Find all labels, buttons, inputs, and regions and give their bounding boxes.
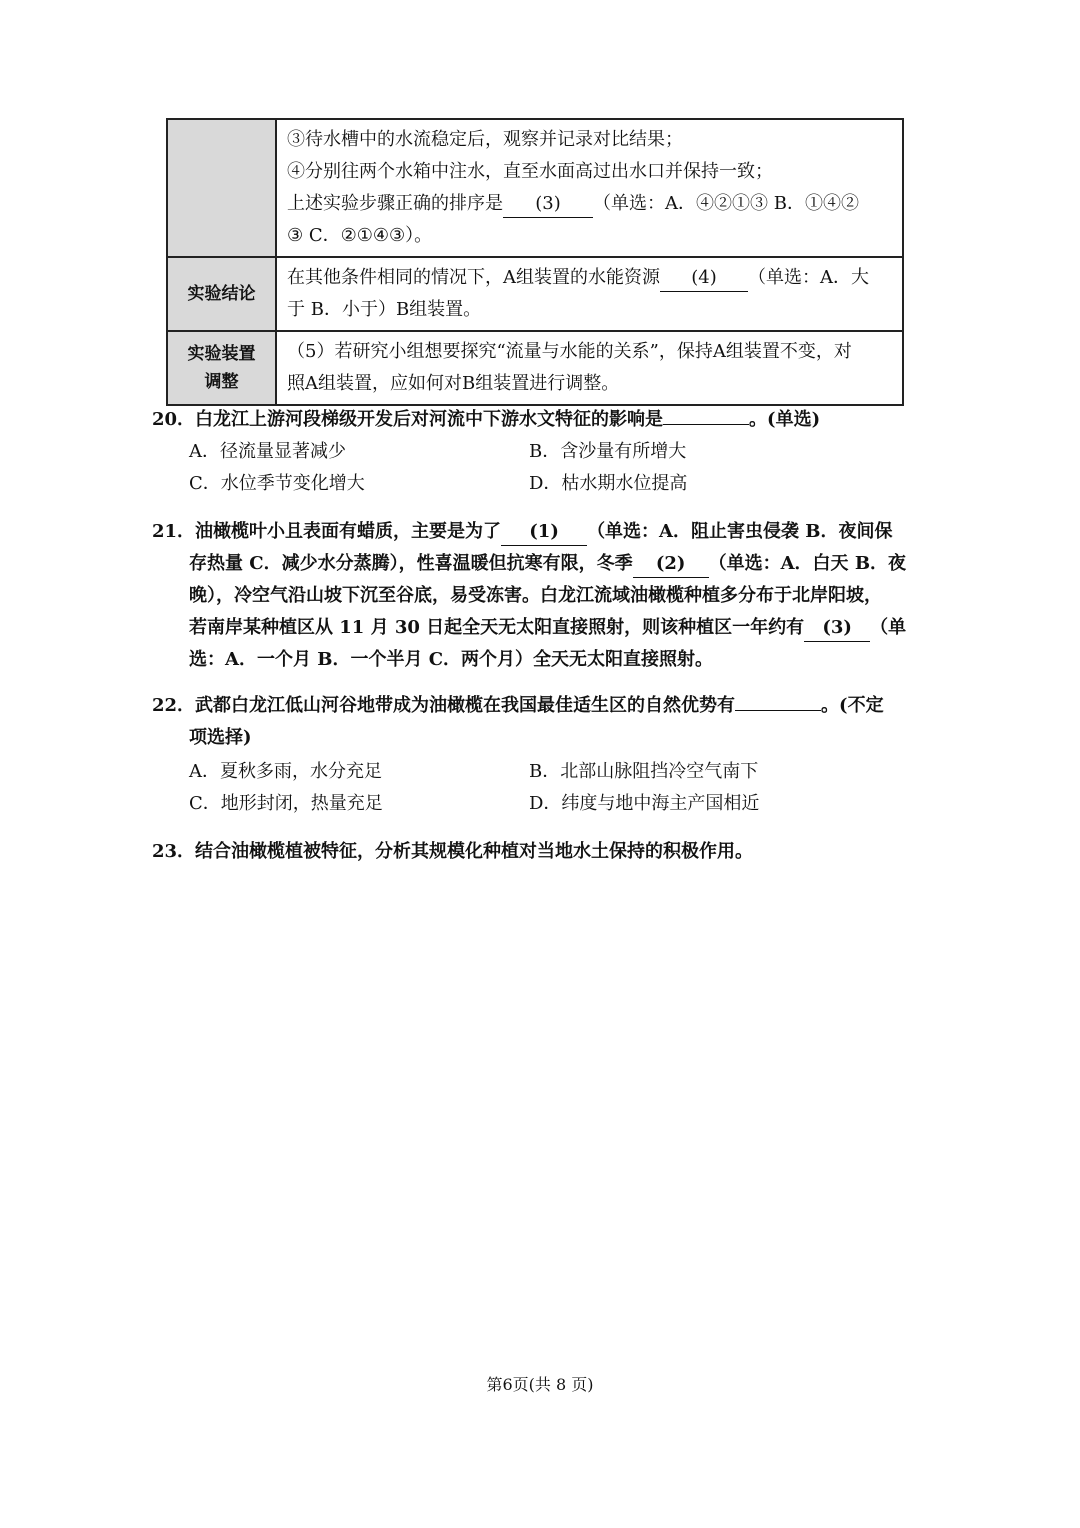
q20-stem-suffix: 。(单选) [749, 409, 821, 430]
question-20 [152, 404, 912, 436]
question-22 [152, 690, 912, 754]
conclusion-label: 实验结论 [167, 257, 276, 331]
order-question-prefix: 上述实验步骤正确的排序是 [287, 193, 503, 214]
q20-stem: 20．白龙江上游河段梯级开发后对河流中下游水文特征的影响是 [152, 409, 664, 430]
adjust-row [167, 331, 903, 405]
experiment-table [166, 118, 904, 406]
step-3-text: ③待水槽中的水流稳定后，观察并记录对比结果； [287, 129, 683, 150]
q21-line-4 [152, 612, 912, 644]
steps-content-cell [276, 119, 903, 257]
q22-option-d: D．纬度与地中海主产国相近 [529, 793, 760, 814]
q22-line-1 [152, 690, 912, 722]
steps-label-cell [167, 119, 276, 257]
order-question-line [287, 188, 892, 220]
q22-line-2: 项选择) [189, 727, 252, 748]
q20-option-d: D．枯水期水位提高 [529, 473, 688, 494]
q20-option-c: C．水位季节变化增大 [189, 473, 365, 494]
q21-stem: 21．油橄榄叶小且表面有蜡质，主要是为了 [152, 521, 502, 542]
conclusion-content-cell [276, 257, 903, 331]
page-footer: 第6页(共 8 页) [486, 1375, 594, 1394]
q20-option-b: B．含沙量有所增大 [529, 441, 687, 462]
conclusion-options: （单选：A．大 [748, 267, 869, 288]
q20-options [189, 436, 909, 506]
q20-option-a: A．径流量显著减少 [189, 441, 346, 462]
adjust-content-cell [276, 331, 903, 405]
q21-text-4: 若南岸某种植区从 11 月 30 日起全天无太阳直接照射，则该种植区一年约有 [189, 617, 805, 638]
q21-line-5: 选：A．一个月 B．一个半月 C．两个月）全天无太阳直接照射。 [189, 649, 714, 670]
steps-row [167, 119, 903, 257]
q21-line-3: 晚），冷空气沿山坡下沉至谷底，易受冻害。白龙江流域油橄榄种植多分布于北岸阳坡， [189, 585, 882, 606]
q21-answer-blank-1[interactable]: (1) [501, 519, 587, 546]
q21-line-2 [152, 548, 912, 580]
conclusion-row [167, 257, 903, 331]
order-question-options: （单选：A．④②①③ B．①④② [593, 193, 859, 214]
question-21 [152, 516, 912, 676]
step-4-text: ④分别往两个水箱中注水，直至水面高过出水口并保持一致； [287, 161, 773, 182]
conclusion-line-2: 于 B．小于）B组装置。 [287, 299, 482, 320]
answer-blank-3[interactable]: (3) [503, 191, 593, 218]
q22-option-a: A．夏秋多雨，水分充足 [189, 761, 382, 782]
conclusion-line-1 [287, 262, 892, 294]
q22-stem-suffix: 。(不定 [821, 695, 884, 716]
adjust-line-1: （5）若研究小组想要探究“流量与水能的关系”，保持A组装置不变，对 [287, 341, 852, 362]
q22-stem: 22．武都白龙江低山河谷地带成为油橄榄在我国最佳适生区的自然优势有 [152, 695, 736, 716]
q20-answer-blank[interactable] [663, 424, 749, 425]
q21-options-3: （单 [870, 617, 907, 638]
adjust-label-line-1: 实验装置 [187, 344, 256, 364]
order-question-options-cont: ③ C．②①④③）。 [287, 225, 433, 246]
answer-blank-4[interactable]: (4) [660, 265, 748, 292]
adjust-label [167, 331, 276, 405]
q21-line-1 [152, 516, 912, 548]
q22-option-c: C．地形封闭，热量充足 [189, 793, 383, 814]
q22-options [189, 756, 909, 826]
q21-answer-blank-3[interactable]: (3) [804, 615, 870, 642]
adjust-line-2: 照A组装置，应如何对B组装置进行调整。 [287, 373, 620, 394]
q22-answer-blank[interactable] [735, 710, 821, 711]
q22-option-b: B．北部山脉阻挡冷空气南下 [529, 761, 759, 782]
question-23: 23．结合油橄榄植被特征，分析其规模化种植对当地水土保持的积极作用。 [152, 841, 754, 862]
q21-text-2: 存热量 C．减少水分蒸腾），性喜温暖但抗寒有限，冬季 [189, 553, 633, 574]
q21-options-2: （单选：A．白天 B．夜 [708, 553, 907, 574]
adjust-label-line-2: 调整 [204, 372, 239, 392]
conclusion-prefix: 在其他条件相同的情况下，A组装置的水能资源 [287, 267, 660, 288]
q21-answer-blank-2[interactable]: (2) [633, 551, 709, 578]
q21-options-1: （单选：A．阻止害虫侵袭 B．夜间保 [587, 521, 893, 542]
